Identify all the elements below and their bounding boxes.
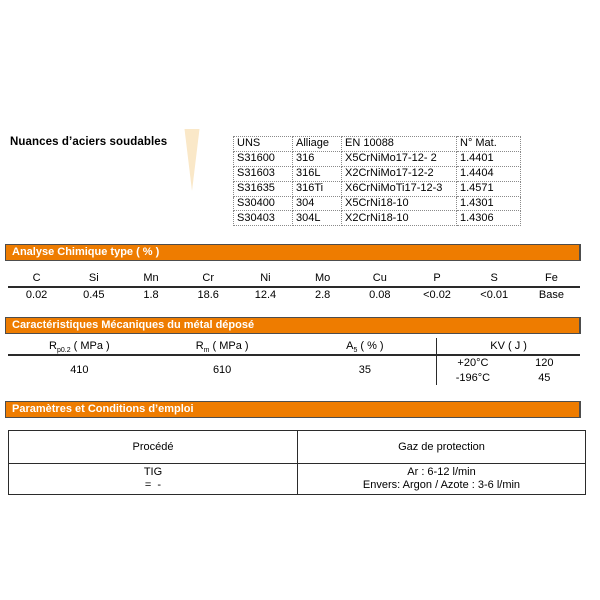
chem-element-header: Ni	[260, 272, 271, 284]
grades-table	[233, 136, 521, 226]
section-title: Paramètres et Conditions d’emploi	[12, 403, 194, 415]
symbol-subscript: m	[203, 347, 210, 355]
chem-element-header: C	[32, 272, 41, 284]
symbol: R	[49, 340, 57, 352]
chem-element-header: Mo	[314, 272, 331, 284]
section-bar-parameters	[5, 401, 581, 418]
kv-temperature: -196°C	[455, 371, 491, 384]
table-cell: 1.4301	[457, 196, 521, 211]
chemical-analysis-table	[8, 271, 580, 303]
chem-element-header: Cr	[202, 272, 215, 284]
unit: ( MPa )	[73, 340, 110, 352]
grades-header-row	[234, 137, 521, 152]
section-title: Caractéristiques Mécaniques du métal déposé	[12, 319, 255, 331]
table-cell: X5CrNiMo17-12- 2	[342, 151, 457, 166]
table-cell: 1.4404	[457, 166, 521, 181]
mech-header-a5	[294, 338, 437, 354]
table-row	[234, 196, 521, 211]
mech-header-row	[8, 338, 580, 356]
chem-header-row	[8, 271, 580, 288]
table-cell: X2CrNi18-10	[342, 211, 457, 226]
grades-col-header-alliage: Alliage	[293, 137, 342, 152]
chem-element-header: S	[490, 272, 498, 284]
params-header-procede: Procédé	[9, 431, 298, 464]
table-cell: 304L	[293, 211, 342, 226]
table-cell: 1.4571	[457, 181, 521, 196]
table-cell: 316	[293, 151, 342, 166]
chem-element-header: Mn	[143, 272, 159, 284]
table-cell: S31600	[234, 151, 293, 166]
chem-element-header: Fe	[545, 272, 558, 284]
mech-kv-values	[436, 356, 580, 385]
table-cell: 1.4306	[457, 211, 521, 226]
table-cell: X5CrNi18-10	[342, 196, 457, 211]
chem-element-header: Si	[88, 272, 99, 284]
symbol: KV ( J )	[490, 340, 527, 352]
params-body-row	[9, 464, 586, 495]
table-cell: S31603	[234, 166, 293, 181]
symbol: R	[195, 340, 204, 352]
symbol: A	[346, 340, 354, 352]
chem-values-row	[8, 288, 580, 303]
grades-col-header-uns: UNS	[234, 137, 293, 152]
table-cell: S30403	[234, 211, 293, 226]
chem-element-value: <0.01	[480, 289, 509, 301]
chem-element-value: 0.02	[25, 289, 48, 301]
chem-element-value: 18.6	[197, 289, 219, 301]
table-row	[234, 166, 521, 181]
mech-header-kv	[436, 338, 580, 354]
chem-element-value: 0.45	[83, 289, 105, 301]
kv-temperature: +20°C	[457, 357, 489, 369]
chem-element-value: 2.8	[314, 289, 331, 301]
table-cell: 316L	[293, 166, 342, 181]
table-row	[234, 181, 521, 196]
chem-element-value: 1.8	[143, 289, 159, 301]
grades-col-header-en10088: EN 10088	[342, 137, 457, 152]
mechanical-properties-table	[8, 338, 580, 385]
unit: ( % )	[360, 340, 384, 352]
params-cell-gaz	[298, 464, 586, 495]
params-header-gaz: Gaz de protection	[298, 431, 586, 464]
table-cell: 304	[293, 196, 342, 211]
page-title: Nuances d’aciers soudables	[10, 136, 168, 148]
chem-element-header: P	[433, 272, 441, 284]
table-cell: 316Ti	[293, 181, 342, 196]
chem-element-value: <0.02	[423, 289, 451, 301]
mech-values-row	[8, 356, 580, 385]
gas-backing: Envers: Argon / Azote : 3-6 l/min	[362, 479, 521, 491]
unit: ( MPa )	[212, 340, 249, 352]
table-row	[234, 151, 521, 166]
mech-value-a5: 35	[358, 364, 371, 376]
table-cell: X6CrNiMoTi17-12-3	[342, 181, 457, 196]
section-bar-chemical-analysis	[5, 244, 581, 261]
table-cell: 1.4401	[457, 151, 521, 166]
mech-value-rp02: 410	[70, 364, 89, 376]
process-name: TIG	[143, 465, 163, 478]
section-title: Analyse Chimique type ( % )	[12, 246, 160, 258]
table-row	[234, 211, 521, 226]
mech-header-rm	[151, 338, 294, 354]
kv-value: 45	[538, 371, 551, 384]
mech-header-rp02	[8, 338, 151, 354]
highlight-wedge-shape	[184, 129, 200, 192]
table-cell: S31635	[234, 181, 293, 196]
chem-element-value: Base	[538, 289, 564, 301]
table-cell: S30400	[234, 196, 293, 211]
gas-flow: Ar : 6-12 l/min	[407, 465, 476, 478]
params-cell-procede	[9, 464, 298, 495]
symbol-subscript: p0.2	[57, 347, 71, 355]
symbol-subscript: 5	[353, 347, 358, 355]
grades-col-header-nomat: N° Mat.	[457, 137, 521, 152]
parameters-table	[8, 430, 586, 495]
chem-element-value: 12.4	[254, 289, 277, 301]
section-bar-mechanical-properties	[5, 317, 581, 334]
process-polarity: = -	[144, 479, 162, 491]
kv-row	[437, 371, 580, 386]
params-header-row	[9, 431, 586, 464]
kv-row	[437, 356, 580, 371]
chem-element-header: Cu	[372, 272, 387, 284]
mech-value-rm: 610	[212, 364, 232, 376]
kv-value: 120	[535, 357, 554, 369]
chem-element-value: 0.08	[369, 289, 391, 301]
table-cell: X2CrNiMo17-12-2	[342, 166, 457, 181]
